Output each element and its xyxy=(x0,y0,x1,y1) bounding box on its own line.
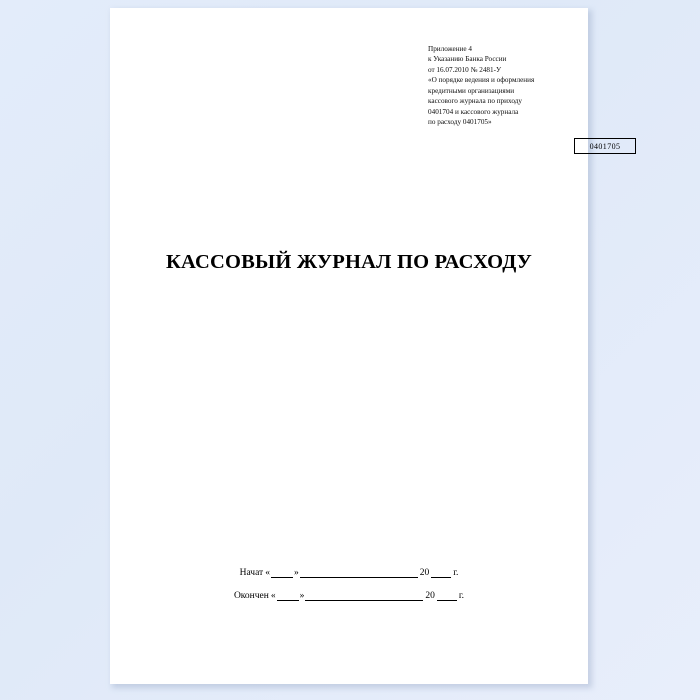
appendix-line-6: кассового журнала по приходу xyxy=(428,97,522,106)
start-quote-open: « xyxy=(265,568,270,578)
form-code-box: 0401705 xyxy=(574,138,636,154)
appendix-line-8: по расходу 0401705» xyxy=(428,118,492,127)
footer-date-lines xyxy=(110,568,588,614)
end-year-suffix: г. xyxy=(458,591,465,601)
start-day-blank xyxy=(271,569,293,578)
appendix-line-3: от 16.07.2010 № 2481-У xyxy=(428,65,502,74)
start-label: Начат xyxy=(239,568,264,578)
end-quote-open: « xyxy=(270,591,276,601)
start-year-suffix: г. xyxy=(453,568,459,578)
appendix-line-7: 0401704 и кассового журнала xyxy=(428,107,519,116)
end-quote-close: » xyxy=(299,591,305,601)
start-year-prefix: 20 xyxy=(419,568,430,578)
start-month-blank xyxy=(300,569,418,578)
appendix-line-5: кредитными организациями xyxy=(428,86,515,95)
document-page xyxy=(110,8,621,684)
start-year-blank xyxy=(431,569,451,578)
page-title: КАССОВЫЙ ЖУРНАЛ ПО РАСХОДУ xyxy=(165,251,533,273)
appendix-line-1: Приложение 4 xyxy=(428,45,472,53)
appendix-reference-block xyxy=(428,44,568,128)
end-year-blank xyxy=(437,592,457,601)
appendix-line-2: к Указанию Банка России xyxy=(428,55,507,64)
end-year-prefix: 20 xyxy=(425,591,435,601)
end-month-blank xyxy=(305,592,423,601)
start-quote-close: » xyxy=(293,568,299,578)
end-label: Окончен xyxy=(233,591,269,601)
appendix-line-4: «О порядке ведения и оформления xyxy=(428,76,535,85)
end-date-row xyxy=(110,591,588,601)
end-day-blank xyxy=(277,592,299,601)
start-date-row xyxy=(110,568,588,578)
